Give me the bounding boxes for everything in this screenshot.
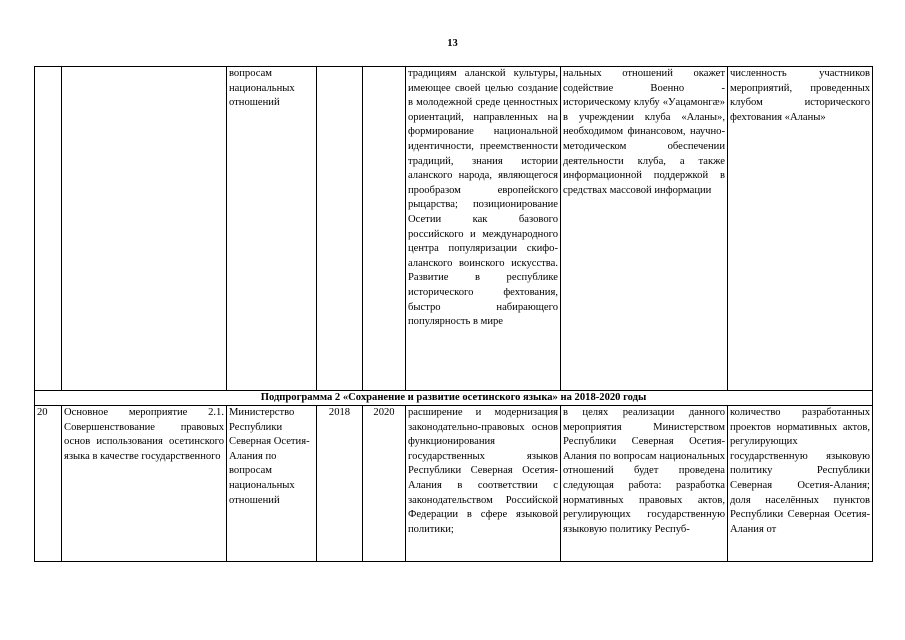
cell-content: расширение и модернизация законодательно-правовых основ функционирования государственных языков Республики Северная Осетия-Алания в соответствии с законодательством Российской Федерации в сфере языковой политики; — [406, 406, 561, 562]
cell-indicators: количество разработанных проектов нормативных актов, регулирующих государственную языковую политику Республики Северная Осетия-Алания; доля населённых пунктов Республики Северная Осетия-Алания от — [728, 406, 873, 562]
cell-year-end — [363, 67, 406, 391]
page-number: 13 — [447, 38, 458, 49]
cell-measures: в целях реализации данного мероприятия Министерством Республики Северная Осетия-Алания по вопросам национальных отношений будет проведена следующая работа: разработка нормативных правовых актов, регулирующих государственную языковую политику Респуб- — [561, 406, 728, 562]
cell-measures: нальных отношений окажет содействие Военно - историческому клубу «Уацамонгæ» в учреждении клуба «Аланы», необходимом финансовом, научно-методическом обеспечении деятельности клуба, а также информационной поддержкой в средствах массовой информации — [561, 67, 728, 391]
cell-executor: вопросам национальных отношений — [227, 67, 317, 391]
section-row — [35, 391, 873, 406]
cell-number — [35, 67, 62, 391]
cell-activity — [62, 67, 227, 391]
cell-year-start — [317, 67, 363, 391]
cell-activity: Основное мероприятие 2.1. Совершенствование правовых основ использования осетинского языка в качестве государственного — [62, 406, 227, 562]
cell-indicators: численность участников мероприятий, проведенных клубом исторического фехтования «Аланы» — [728, 67, 873, 391]
cell-content: традициям аланской культуры, имеющее своей целью создание в молодежной среде ценностных ориентаций, направленных на формирование национальной идентичности, преемственности традиций, знания истории аланского народа, являющегося прообразом европейского рыцарства; позиционирование Осетии как базового российского и международного центра популяризации скифо-аланского воинского искусства. Развитие в республике исторического фехтования, быстро набирающего популярность в мире — [406, 67, 561, 391]
cell-executor: Министерство Республики Северная Осетия-Алания по вопросам национальных отношений — [227, 406, 317, 562]
program-table — [34, 66, 873, 562]
table-row-continuation — [35, 67, 873, 391]
table-row-20 — [35, 406, 873, 562]
cell-year-start: 2018 — [317, 406, 363, 562]
cell-year-end: 2020 — [363, 406, 406, 562]
subprogram-title: Подпрограмма 2 «Сохранение и развитие осетинского языка» на 2018-2020 годы — [35, 391, 873, 406]
cell-number: 20 — [35, 406, 62, 562]
